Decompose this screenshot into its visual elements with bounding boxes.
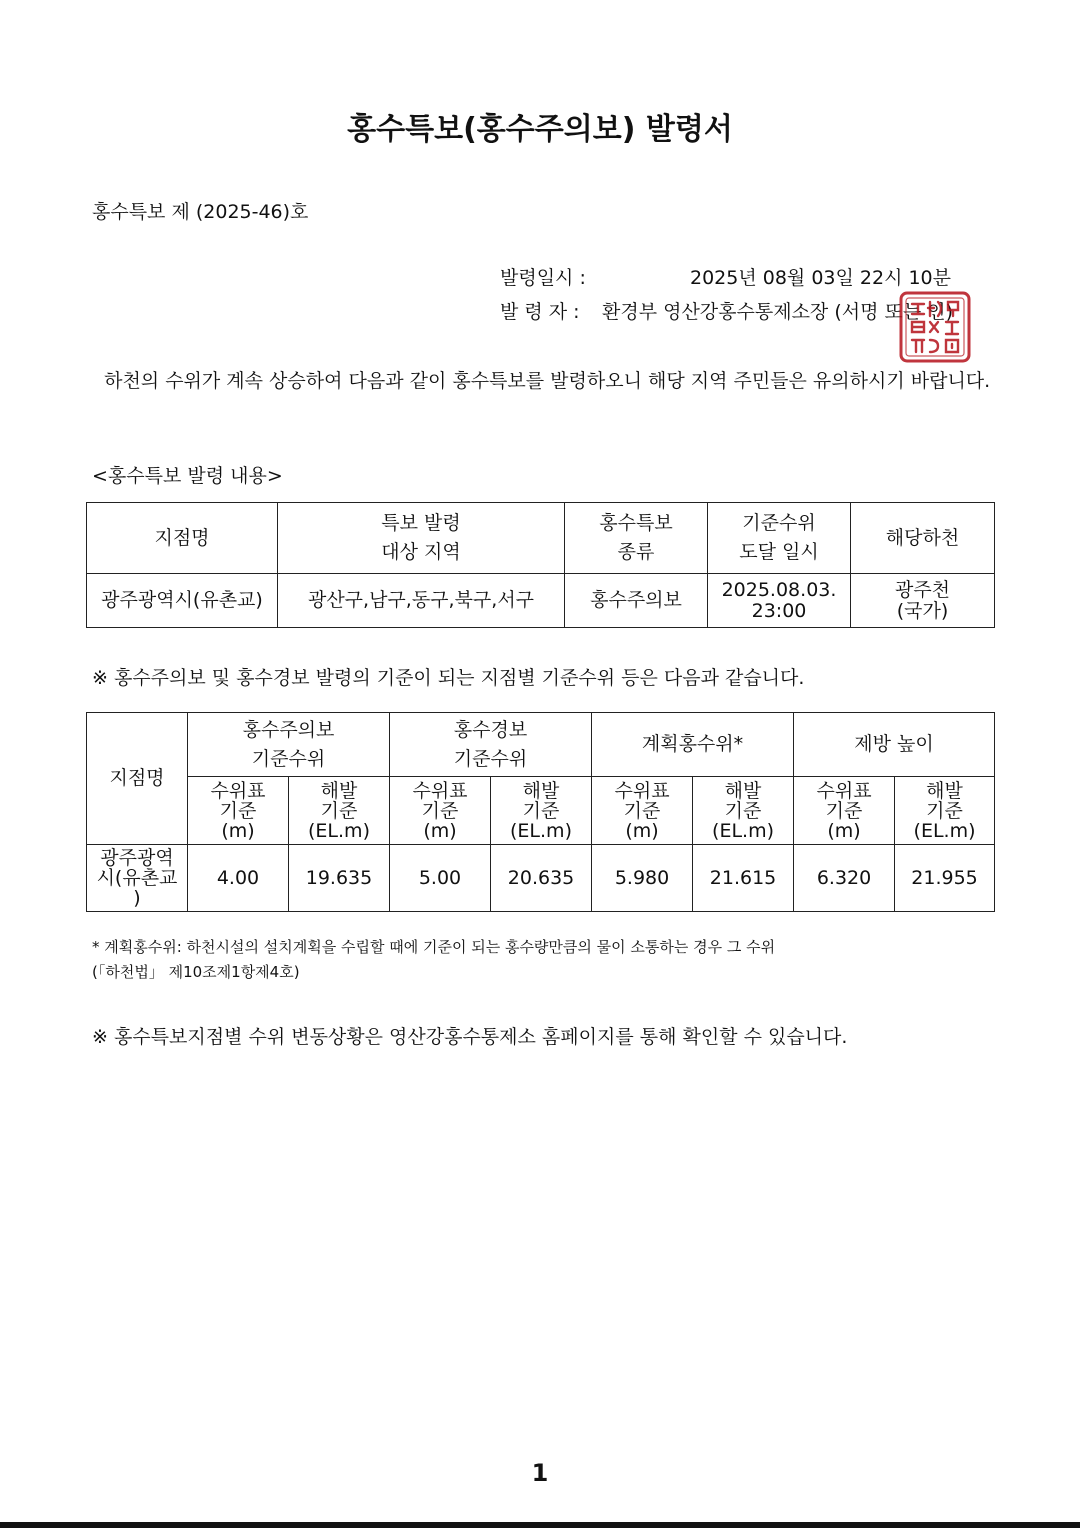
issuance-table-header-row — [87, 503, 995, 574]
cell-design-elevation: 21.615 — [693, 845, 794, 912]
criteria-table-sub-row — [87, 777, 995, 845]
header-levee-height: 제방 높이 — [794, 713, 995, 777]
subheader-elevation: 해발 기준 (EL.m) — [491, 777, 592, 845]
intro-paragraph: 하천의 수위가 계속 상승하여 다음과 같이 홍수특보를 발령하오니 해당 지역 주민들은 유의하시기 바랍니다. — [104, 370, 991, 392]
cell-river: 광주천 (국가) — [851, 574, 995, 628]
cell-target-area: 광산구,남구,동구,북구,서구 — [278, 574, 565, 628]
subheader-gauge: 수위표 기준 (m) — [592, 777, 693, 845]
issuer-label: 발 령 자 : — [500, 301, 580, 323]
cell-reach-time: 2025.08.03. 23:00 — [708, 574, 851, 628]
cell-warning-elevation: 20.635 — [491, 845, 592, 912]
header-design-flood-level: 계획홍수위* — [592, 713, 794, 777]
subheader-gauge: 수위표 기준 (m) — [794, 777, 895, 845]
table-row — [87, 574, 995, 628]
closing-note: ※ 홍수특보지점별 수위 변동상황은 영산강홍수통제소 홈페이지를 통해 확인할 수 있습니다. — [92, 1026, 848, 1048]
subheader-gauge: 수위표 기준 (m) — [188, 777, 289, 845]
footnote-definition: * 계획홍수위: 하천시설의 설치계획을 수립할 때에 기준이 되는 홍수량만큼의 물이 소통하는 경우 그 수위 — [92, 938, 776, 956]
subheader-elevation: 해발 기준 (EL.m) — [289, 777, 390, 845]
criteria-table — [86, 712, 995, 912]
header-warning-type: 홍수특보 종류 — [565, 503, 708, 574]
issue-date-label: 발령일시 : — [500, 267, 586, 289]
subheader-gauge: 수위표 기준 (m) — [390, 777, 491, 845]
header-river: 해당하천 — [851, 503, 995, 574]
cell-caution-elevation: 19.635 — [289, 845, 390, 912]
cell-station: 광주광역시(유촌교) — [87, 574, 278, 628]
header-target-area: 특보 발령 대상 지역 — [278, 503, 565, 574]
cell-design-gauge: 5.980 — [592, 845, 693, 912]
page-number: 1 — [531, 1459, 549, 1487]
issue-date-value: 2025년 08월 03일 22시 10분 — [690, 267, 951, 289]
document-number: 홍수특보 제 (2025-46)호 — [92, 201, 309, 223]
document-title: 홍수특보(홍수주의보) 발령서 — [347, 112, 733, 147]
cell-caution-gauge: 4.00 — [188, 845, 289, 912]
criteria-note: ※ 홍수주의보 및 홍수경보 발령의 기준이 되는 지점별 기준수위 등은 다음과 같습니다. — [92, 667, 805, 689]
header-warning-level: 홍수경보 기준수위 — [390, 713, 592, 777]
page-bottom-rule — [0, 1522, 1080, 1528]
issuer-value: 환경부 영산강홍수통제소장 (서명 또는 인) — [602, 301, 954, 323]
issuance-table — [86, 502, 995, 628]
cell-warning-type: 홍수주의보 — [565, 574, 708, 628]
header-station: 지점명 — [87, 503, 278, 574]
table-row — [87, 845, 995, 912]
subheader-elevation: 해발 기준 (EL.m) — [693, 777, 794, 845]
cell-levee-gauge: 6.320 — [794, 845, 895, 912]
criteria-table-group-row — [87, 713, 995, 777]
header-reach-time: 기준수위 도달 일시 — [708, 503, 851, 574]
cell-warning-gauge: 5.00 — [390, 845, 491, 912]
footnote-legal-reference: (「하천법」 제10조제1항제4호) — [92, 963, 300, 981]
subheader-elevation: 해발 기준 (EL.m) — [895, 777, 995, 845]
section-title-issuance: <홍수특보 발령 내용> — [92, 465, 283, 487]
header-station: 지점명 — [87, 713, 188, 845]
cell-levee-elevation: 21.955 — [895, 845, 995, 912]
official-seal-stamp — [898, 290, 972, 364]
cell-station: 광주광역 시(유촌교 ) — [87, 845, 188, 912]
header-caution-level: 홍수주의보 기준수위 — [188, 713, 390, 777]
